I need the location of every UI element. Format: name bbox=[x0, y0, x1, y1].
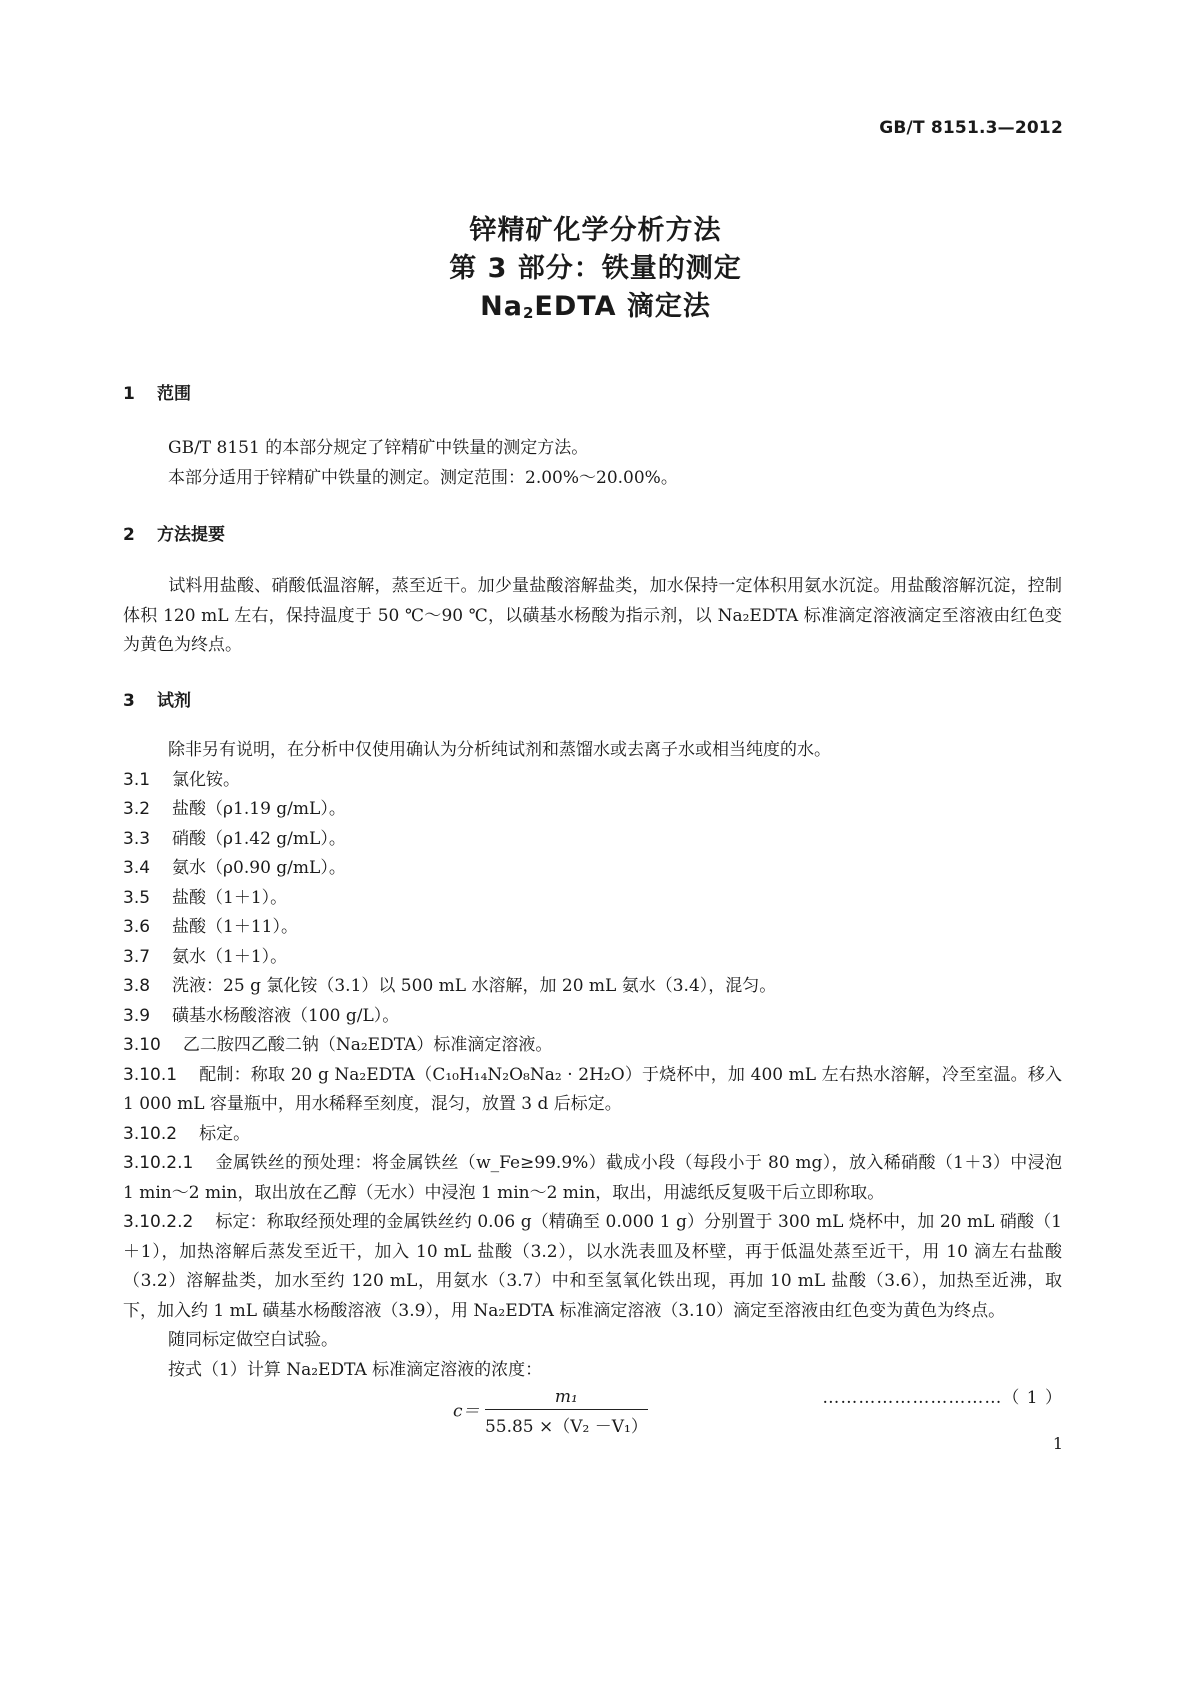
title-edta: EDTA 滴定法 bbox=[534, 291, 711, 322]
reagent-item bbox=[123, 884, 1062, 914]
clause-text: 氯化铵。 bbox=[172, 769, 241, 790]
clause-text: 盐酸（1＋1）。 bbox=[172, 887, 288, 908]
section-number: 2 bbox=[123, 525, 135, 545]
clause-text: 盐酸（ρ1.19 g/mL）。 bbox=[172, 799, 346, 819]
formula-lhs: c＝ bbox=[453, 1401, 480, 1422]
clause-number: 3.10.2 bbox=[123, 1123, 178, 1144]
formula-1 bbox=[453, 1387, 648, 1437]
section-3-heading bbox=[123, 686, 191, 711]
method-text bbox=[123, 572, 1062, 661]
scope-text bbox=[123, 434, 1062, 493]
reagents-intro: 除非另有说明，在分析中仅使用确认为分析纯试剂和蒸馏水或去离子水或相当纯度的水。 bbox=[168, 740, 831, 760]
clause-text: 配制：称取 20 g Na₂EDTA（C₁₀H₁₄N₂O₈Na₂ · 2H₂O）于烧杯中，加 400 mL 左右热水溶解，冷至室温。移入 1 000 mL 容量瓶中，用水稀释至刻度，混匀，放置 3 d 后标定。 bbox=[123, 1064, 1062, 1114]
section-title: 方法提要 bbox=[157, 525, 225, 545]
formula-denominator: 55.85 ×（V₂ －V₁） bbox=[484, 1417, 648, 1437]
reagent-item bbox=[123, 1031, 1062, 1061]
title-line-3 bbox=[0, 288, 1191, 332]
clause-number: 3.10.2.2 bbox=[123, 1212, 194, 1232]
reagent-item bbox=[123, 1002, 1062, 1032]
reagent-item bbox=[123, 972, 1062, 1002]
clause-text: 硝酸（ρ1.42 g/mL）。 bbox=[172, 828, 346, 849]
section-title: 试剂 bbox=[157, 691, 191, 711]
clause-number: 3.4 bbox=[123, 858, 151, 878]
scope-paragraph-1: GB/T 8151 的本部分规定了锌精矿中铁量的测定方法。 bbox=[168, 438, 589, 458]
clause-number: 3.3 bbox=[123, 828, 151, 849]
clause-text: 标定：称取经预处理的金属铁丝约 0.06 g（精确至 0.000 1 g）分别置于 300 mL 烧杯中，加 20 mL 硝酸（1＋1），加热溶解后蒸发至近干，加入 10 mL 盐酸（3.2），以水洗表皿及杯壁，再于低温处蒸至近干，用 10 滴左右盐酸（3.2）溶解盐类，加水至约 120 mL，用氨水（3.7）中和至氢氧化铁出现，再加 10 mL 盐酸（3.6），加热至近沸，取下，加入约 1 mL 磺基水杨酸溶液（3.9），用 Na₂EDTA 标准滴定溶液（3.10）滴定至溶液由红色变为黄色为终点。 bbox=[123, 1212, 1062, 1321]
page-number: 1 bbox=[1052, 1434, 1063, 1453]
scope-paragraph-2: 本部分适用于锌精矿中铁量的测定。测定范围：2.00%～20.00%。 bbox=[168, 467, 678, 488]
clause-number: 3.5 bbox=[123, 887, 151, 908]
reagent-item bbox=[123, 1120, 1062, 1150]
section-2-heading bbox=[123, 520, 225, 545]
clause-number: 3.6 bbox=[123, 917, 151, 937]
section-number: 3 bbox=[123, 691, 135, 711]
clause-text: 标定。 bbox=[199, 1123, 251, 1144]
reagent-item bbox=[123, 1061, 1062, 1120]
document-title bbox=[0, 212, 1191, 332]
blank-test-note: 随同标定做空白试验。 bbox=[168, 1330, 338, 1350]
reagent-item bbox=[123, 766, 1062, 796]
clause-text: 金属铁丝的预处理：将金属铁丝（w_Fe≥99.9%）截成小段（每段小于 80 mg），放入稀硝酸（1＋3）中浸泡 1 min～2 min，取出放在乙醇（无水）中浸泡 1 min～2 min，取出，用滤纸反复吸干后立即称取。 bbox=[123, 1153, 1062, 1203]
clause-number: 3.1 bbox=[123, 769, 151, 790]
clause-number: 3.10.2.1 bbox=[123, 1153, 194, 1173]
clause-text: 氨水（ρ0.90 g/mL）。 bbox=[172, 858, 346, 878]
method-paragraph: 试料用盐酸、硝酸低温溶解，蒸至近干。加少量盐酸溶解盐类，加水保持一定体积用氨水沉淀。用盐酸溶解沉淀，控制体积 120 mL 左右，保持温度于 50 ℃～90 ℃，以磺基水杨酸为指示剂，以 Na₂EDTA 标准滴定溶液滴定至溶液由红色变为黄色为终点。 bbox=[123, 576, 1062, 655]
reagent-item bbox=[123, 854, 1062, 884]
formula-numerator: m₁ bbox=[485, 1387, 648, 1410]
section-number: 1 bbox=[123, 384, 135, 404]
clause-number: 3.7 bbox=[123, 946, 151, 967]
section-title: 范围 bbox=[157, 384, 191, 404]
reagent-item bbox=[123, 825, 1062, 855]
reagent-item bbox=[123, 795, 1062, 825]
clause-number: 3.10 bbox=[123, 1035, 161, 1055]
clause-number: 3.10.1 bbox=[123, 1064, 178, 1085]
section-1-heading bbox=[123, 379, 191, 404]
calc-note: 按式（1）计算 Na₂EDTA 标准滴定溶液的浓度： bbox=[168, 1359, 543, 1380]
title-na: Na bbox=[480, 291, 523, 322]
reagent-item bbox=[123, 913, 1062, 943]
reagent-item bbox=[123, 1208, 1062, 1326]
title-line-2: 第 3 部分：铁量的测定 bbox=[449, 253, 742, 284]
clause-text: 氨水（1＋1）。 bbox=[172, 946, 288, 967]
clause-number: 3.9 bbox=[123, 1005, 151, 1026]
clause-number: 3.8 bbox=[123, 976, 151, 996]
clause-number: 3.2 bbox=[123, 799, 151, 819]
title-line-1: 锌精矿化学分析方法 bbox=[469, 215, 722, 246]
clause-text: 洗液：25 g 氯化铵（3.1）以 500 mL 水溶解，加 20 mL 氨水（3.4），混匀。 bbox=[172, 976, 777, 996]
equation-number: …………………………（ 1 ） bbox=[822, 1388, 1063, 1408]
formula-fraction bbox=[485, 1387, 648, 1437]
reagent-item bbox=[123, 943, 1062, 973]
title-subscript: 2 bbox=[522, 304, 535, 322]
standard-number: GB/T 8151.3—2012 bbox=[879, 118, 1063, 138]
reagent-item bbox=[123, 1149, 1062, 1208]
clause-text: 乙二胺四乙酸二钠（Na₂EDTA）标准滴定溶液。 bbox=[182, 1035, 553, 1055]
clause-text: 盐酸（1＋11）。 bbox=[172, 917, 298, 937]
reagents-block bbox=[123, 736, 1062, 1385]
clause-text: 磺基水杨酸溶液（100 g/L）。 bbox=[172, 1005, 400, 1026]
